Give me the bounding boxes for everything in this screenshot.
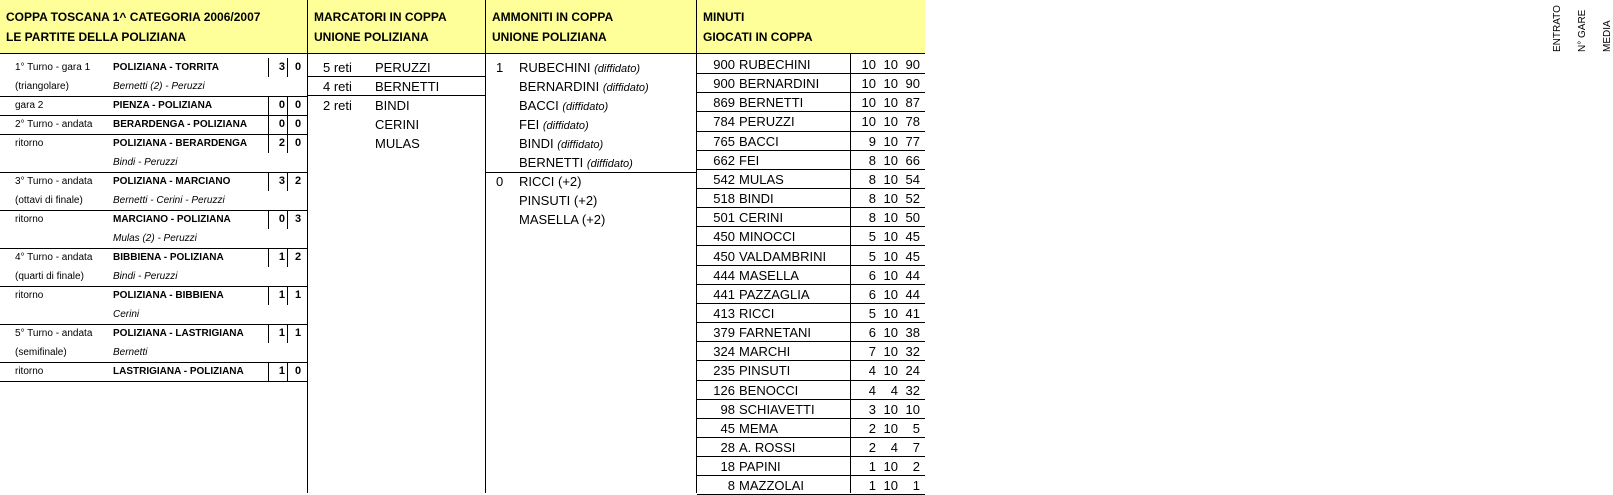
match-row: [0, 362, 308, 381]
player-entrato: 2: [868, 440, 876, 455]
ammonito-name: [519, 193, 597, 208]
scorer-row: [308, 134, 486, 153]
player-games: 10: [883, 171, 898, 187]
player-minutes: 662: [713, 152, 735, 168]
scorer-row: [308, 96, 486, 115]
player-entrato: 6: [868, 267, 876, 283]
match-scorers: Mulas (2) - Peruzzi: [113, 233, 197, 244]
ammonito-name: [519, 60, 640, 75]
ammonito-name-text: BACCI: [519, 98, 559, 113]
match-row: [0, 58, 308, 77]
player-average: 90: [905, 76, 920, 92]
player-entrato: 7: [868, 344, 876, 360]
ammonito-note: (diffidato): [594, 63, 640, 75]
player-games: 10: [883, 114, 898, 130]
ammonito-name-text: FEI: [519, 117, 540, 132]
header-minutes: [697, 0, 1613, 54]
match-row: [0, 305, 308, 324]
match-round-label: ritorno: [15, 366, 44, 377]
ammoniti-divider: [486, 172, 697, 173]
ammonito-name-text: MASELLA (+2): [519, 212, 606, 227]
player-average: 77: [905, 133, 920, 149]
match-scorers: Cerini: [113, 309, 140, 320]
match-round-label: 4° Turno - andata: [15, 252, 93, 263]
score-away: 0: [294, 137, 302, 149]
player-row: [697, 208, 925, 227]
header-matches: [0, 0, 308, 54]
player-minutes: 765: [713, 133, 735, 149]
player-row: [697, 476, 925, 495]
row-divider: [0, 96, 308, 97]
player-row: [697, 189, 925, 208]
scorers-subtitle: UNIONE POLIZIANA: [314, 30, 429, 44]
match-row: [0, 191, 308, 210]
player-entrato: 9: [868, 133, 876, 149]
player-entrato: 2: [868, 420, 876, 436]
player-entrato: 5: [868, 248, 876, 264]
player-minutes: 869: [713, 95, 735, 111]
ammonito-note: (diffidato): [586, 158, 633, 170]
player-entrato: 8: [868, 152, 876, 168]
player-row: [697, 457, 925, 476]
player-average: 44: [905, 267, 920, 283]
player-row: [697, 74, 925, 93]
player-entrato: 6: [868, 325, 876, 341]
header-ammoniti: [486, 0, 697, 54]
ammonito-name-text: PINSUTI (+2): [519, 193, 598, 208]
player-minutes: 900: [713, 76, 735, 92]
ammonito-name-text: BINDI: [519, 136, 554, 151]
player-average: 78: [905, 114, 920, 130]
player-name: BERNETTI: [739, 95, 804, 111]
player-games: 10: [883, 363, 898, 379]
score-away: 0: [294, 118, 302, 130]
player-entrato: 4: [868, 382, 876, 398]
player-name: BENOCCI: [739, 382, 799, 398]
row-divider: [0, 248, 308, 249]
scorer-name: BERNETTI: [375, 79, 440, 94]
player-minutes: 28: [720, 440, 735, 455]
score-away: 3: [294, 213, 302, 225]
score-home: 1: [278, 327, 285, 339]
match-row: [0, 77, 308, 96]
ammonito-note: (diffidato): [602, 82, 649, 94]
player-games: 10: [883, 267, 898, 283]
match-round-label: (triangolare): [15, 81, 69, 92]
match-round-label: (quarti di finale): [15, 271, 84, 282]
player-games: 10: [883, 420, 898, 436]
player-row: [697, 55, 925, 74]
player-minutes: 444: [713, 267, 735, 283]
ammonito-row: [486, 172, 697, 191]
player-name: SCHIAVETTI: [739, 401, 815, 417]
match-row: [0, 324, 308, 343]
player-name: MARCHI: [739, 344, 791, 360]
player-entrato: 10: [861, 114, 876, 130]
ammonito-row: [486, 153, 697, 172]
scorer-goals: 2 reti: [323, 98, 352, 113]
player-entrato: 10: [861, 95, 876, 111]
player-row: [697, 342, 925, 361]
score-home: 0: [278, 99, 285, 111]
score-away: 1: [294, 327, 302, 339]
player-name: FEI: [739, 152, 760, 168]
player-games: 10: [883, 76, 898, 92]
match-row: [0, 248, 308, 267]
player-row: [697, 170, 925, 189]
player-average: 41: [905, 305, 920, 321]
score-away: 2: [294, 251, 302, 263]
score-away: 0: [294, 365, 302, 377]
player-row: [697, 323, 925, 342]
player-entrato: 8: [868, 191, 876, 207]
minutes-column: [697, 54, 925, 493]
match-teams: POLIZIANA - BERARDENGA: [113, 138, 248, 149]
ammonito-row: [486, 210, 697, 229]
ammonito-name-text: RUBECHINI: [519, 60, 591, 75]
match-teams: BERARDENGA - POLIZIANA: [113, 119, 248, 130]
player-name: RUBECHINI: [739, 57, 811, 72]
player-games: 10: [883, 191, 898, 207]
scorer-row: [308, 77, 486, 96]
ammonito-row: [486, 96, 697, 115]
player-entrato: 4: [868, 363, 876, 379]
player-row: [697, 438, 925, 457]
player-minutes: 379: [713, 325, 735, 341]
ammonito-name: [519, 174, 581, 189]
match-row: [0, 267, 308, 286]
scorer-row: [308, 58, 486, 77]
player-average: 44: [905, 286, 920, 302]
ammonito-count: 0: [496, 174, 504, 189]
ammonito-name: [519, 98, 608, 113]
player-name: MEMA: [739, 420, 778, 436]
match-round-label: 3° Turno - andata: [15, 176, 93, 187]
player-average: 24: [905, 363, 920, 379]
player-row: [697, 285, 925, 304]
ammonito-row: [486, 77, 697, 96]
score-home: 1: [278, 251, 285, 263]
player-games: 10: [883, 152, 898, 168]
player-row: [697, 247, 925, 266]
player-name: RICCI: [739, 305, 775, 321]
row-divider: [0, 286, 308, 287]
player-row: [697, 151, 925, 170]
player-name: PERUZZI: [739, 114, 795, 130]
player-name: BINDI: [739, 191, 774, 207]
row-divider: [0, 210, 308, 211]
match-row: [0, 115, 308, 134]
score-away: 0: [294, 61, 302, 73]
ammonito-row: [486, 58, 697, 77]
matches-title: COPPA TOSCANA 1^ CATEGORIA 2006/2007: [6, 10, 261, 24]
player-average: 50: [905, 210, 920, 226]
match-round-label: 2° Turno - andata: [15, 119, 93, 130]
scorer-name: MULAS: [375, 136, 420, 151]
ammonito-name-text: BERNETTI: [519, 155, 584, 170]
match-scorers: Bernetti (2) - Peruzzi: [113, 81, 205, 92]
score-home: 0: [278, 118, 285, 130]
ammonito-name: [519, 79, 649, 94]
player-row: [697, 93, 925, 112]
player-minutes: 45: [720, 420, 735, 436]
player-name: BERNARDINI: [739, 76, 820, 92]
player-games: 10: [883, 248, 898, 264]
player-name: MINOCCI: [739, 229, 796, 245]
match-round-label: ritorno: [15, 214, 44, 225]
header-ngare: N° GARE: [1577, 9, 1588, 52]
score-home: 0: [278, 213, 285, 225]
player-entrato: 10: [861, 57, 876, 72]
ammoniti-column: [486, 54, 697, 493]
player-games: 10: [883, 95, 898, 111]
player-minutes: 784: [713, 114, 735, 130]
scorers-column: [308, 54, 486, 493]
ammonito-note: (diffidato): [542, 120, 589, 132]
ammonito-row: [486, 191, 697, 210]
match-row: [0, 343, 308, 362]
player-row: [697, 361, 925, 380]
player-minutes: 18: [720, 459, 735, 475]
player-games: 10: [883, 401, 898, 417]
player-games: 10: [883, 459, 898, 475]
player-games: 10: [883, 286, 898, 302]
scorers-title: MARCATORI IN COPPA: [314, 10, 447, 24]
scorer-goals: 5 reti: [323, 60, 352, 75]
match-row: [0, 134, 308, 153]
player-games: 10: [883, 229, 898, 245]
match-row: [0, 172, 308, 191]
ammonito-count: 1: [496, 60, 504, 75]
player-games: 10: [883, 325, 898, 341]
ammonito-name-text: RICCI (+2): [519, 174, 582, 189]
row-divider: [0, 134, 308, 135]
player-average: 7: [912, 440, 920, 455]
player-entrato: 5: [868, 305, 876, 321]
player-row: [697, 381, 925, 400]
matches-subtitle: LE PARTITE DELLA POLIZIANA: [6, 30, 186, 44]
player-row: [697, 227, 925, 246]
ammoniti-title: AMMONITI IN COPPA: [492, 10, 614, 24]
ammonito-row: [486, 115, 697, 134]
player-name: A. ROSSI: [739, 440, 796, 455]
score-home: 1: [278, 289, 285, 301]
minutes-subtitle: GIOCATI IN COPPA: [703, 30, 813, 44]
player-entrato: 10: [861, 76, 876, 92]
player-row: [697, 400, 925, 419]
scorer-name: PERUZZI: [375, 60, 431, 75]
player-average: 45: [905, 229, 920, 245]
ammonito-note: (diffidato): [557, 139, 604, 151]
match-scorers: Bernetti: [113, 347, 148, 358]
player-entrato: 8: [868, 210, 876, 226]
player-row: [697, 304, 925, 323]
player-average: 32: [905, 382, 920, 398]
player-minutes: 413: [713, 305, 735, 321]
scorer-name: BINDI: [375, 98, 410, 113]
match-scorers: Bernetti - Cerini - Peruzzi: [113, 195, 225, 206]
player-name: PAZZAGLIA: [739, 286, 810, 302]
player-games: 4: [890, 382, 898, 398]
player-average: 45: [905, 248, 920, 264]
player-name: MAZZOLAI: [739, 478, 805, 494]
player-minutes: 235: [713, 363, 735, 379]
player-minutes: 900: [713, 57, 735, 72]
player-name: PAPINI: [739, 459, 781, 475]
score-home: 1: [278, 365, 285, 377]
row-divider: [0, 172, 308, 173]
player-row: [697, 132, 925, 151]
player-name: MASELLA: [739, 267, 799, 283]
player-row: [697, 266, 925, 285]
score-home: 3: [278, 61, 285, 73]
match-row: [0, 210, 308, 229]
player-entrato: 8: [868, 171, 876, 187]
header-scorers: [308, 0, 486, 54]
player-average: 5: [912, 420, 920, 436]
player-minutes: 8: [727, 478, 735, 494]
player-average: 38: [905, 325, 920, 341]
match-teams: LASTRIGIANA - POLIZIANA: [113, 366, 244, 377]
row-divider: [0, 362, 308, 363]
player-average: 2: [912, 459, 920, 475]
row-divider: [0, 115, 308, 116]
player-minutes: 324: [713, 344, 735, 360]
player-name: BACCI: [739, 133, 779, 149]
ammonito-name: [519, 212, 605, 227]
player-games: 4: [890, 440, 898, 455]
match-round-label: (ottavi di finale): [15, 195, 83, 206]
score-away: 1: [294, 289, 302, 301]
player-average: 1: [912, 478, 920, 494]
match-round-label: ritorno: [15, 138, 44, 149]
player-average: 90: [905, 57, 920, 72]
player-minutes: 126: [713, 382, 735, 398]
ammonito-row: [486, 134, 697, 153]
scorer-row: [308, 115, 486, 134]
player-minutes: 441: [713, 286, 735, 302]
player-average: 87: [905, 95, 920, 111]
player-entrato: 3: [868, 401, 876, 417]
player-entrato: 5: [868, 229, 876, 245]
match-round-label: ritorno: [15, 290, 44, 301]
player-minutes: 450: [713, 248, 735, 264]
matches-column: [0, 54, 308, 493]
ammonito-name: [519, 155, 633, 170]
score-away: 2: [294, 175, 302, 187]
row-divider: [0, 381, 308, 382]
match-row: [0, 286, 308, 305]
player-average: 66: [905, 152, 920, 168]
match-teams: POLIZIANA - MARCIANO: [113, 176, 231, 187]
match-teams: POLIZIANA - BIBBIENA: [113, 290, 224, 301]
player-games: 10: [883, 210, 898, 226]
score-home: 3: [278, 175, 285, 187]
ammonito-note: (diffidato): [562, 101, 609, 113]
player-minutes: 518: [713, 191, 735, 207]
minutes-title: MINUTI: [703, 10, 745, 24]
player-name: MULAS: [739, 171, 784, 187]
player-games: 10: [883, 57, 898, 72]
player-name: VALDAMBRINI: [739, 248, 827, 264]
player-name: PINSUTI: [739, 363, 791, 379]
match-row: [0, 153, 308, 172]
player-row: [697, 419, 925, 438]
minutes-divider: [850, 54, 851, 493]
match-row: [0, 229, 308, 248]
player-games: 10: [883, 305, 898, 321]
match-teams: POLIZIANA - TORRITA: [113, 62, 219, 73]
player-row: [697, 112, 925, 131]
ammoniti-subtitle: UNIONE POLIZIANA: [492, 30, 607, 44]
match-round-label: 1° Turno - gara 1: [15, 62, 91, 73]
player-name: CERINI: [739, 210, 784, 226]
player-name: FARNETANI: [739, 325, 811, 341]
player-entrato: 6: [868, 286, 876, 302]
header-entrato: ENTRATO: [1552, 5, 1563, 52]
player-minutes: 98: [720, 401, 735, 417]
score-away: 0: [294, 99, 302, 111]
match-round-label: gara 2: [15, 100, 44, 111]
player-entrato: 1: [868, 478, 876, 494]
score-home: 2: [278, 137, 285, 149]
player-games: 10: [883, 478, 898, 494]
ammonito-name: [519, 136, 603, 151]
match-scorers: Bindi - Peruzzi: [113, 271, 178, 282]
player-minutes: 450: [713, 229, 735, 245]
player-average: 54: [905, 171, 920, 187]
match-scorers: Bindi - Peruzzi: [113, 157, 178, 168]
match-round-label: 5° Turno - andata: [15, 328, 93, 339]
player-average: 10: [905, 401, 920, 417]
player-games: 10: [883, 344, 898, 360]
match-teams: MARCIANO - POLIZIANA: [113, 214, 231, 225]
match-teams: PIENZA - POLIZIANA: [113, 100, 213, 111]
row-divider: [0, 324, 308, 325]
player-minutes: 501: [713, 210, 735, 226]
player-average: 52: [905, 191, 920, 207]
scorer-goals: 4 reti: [323, 79, 352, 94]
ammonito-name-text: BERNARDINI: [519, 79, 600, 94]
player-games: 10: [883, 133, 898, 149]
header-media: MEDIA: [1602, 20, 1613, 52]
match-row: [0, 96, 308, 115]
ammonito-name: [519, 117, 589, 132]
match-round-label: (semifinale): [15, 347, 67, 358]
scorer-name: CERINI: [375, 117, 420, 132]
match-teams: POLIZIANA - LASTRIGIANA: [113, 328, 244, 339]
player-average: 32: [905, 344, 920, 360]
player-minutes: 542: [713, 171, 735, 187]
player-entrato: 1: [868, 459, 876, 475]
match-teams: BIBBIENA - POLIZIANA: [113, 252, 224, 263]
